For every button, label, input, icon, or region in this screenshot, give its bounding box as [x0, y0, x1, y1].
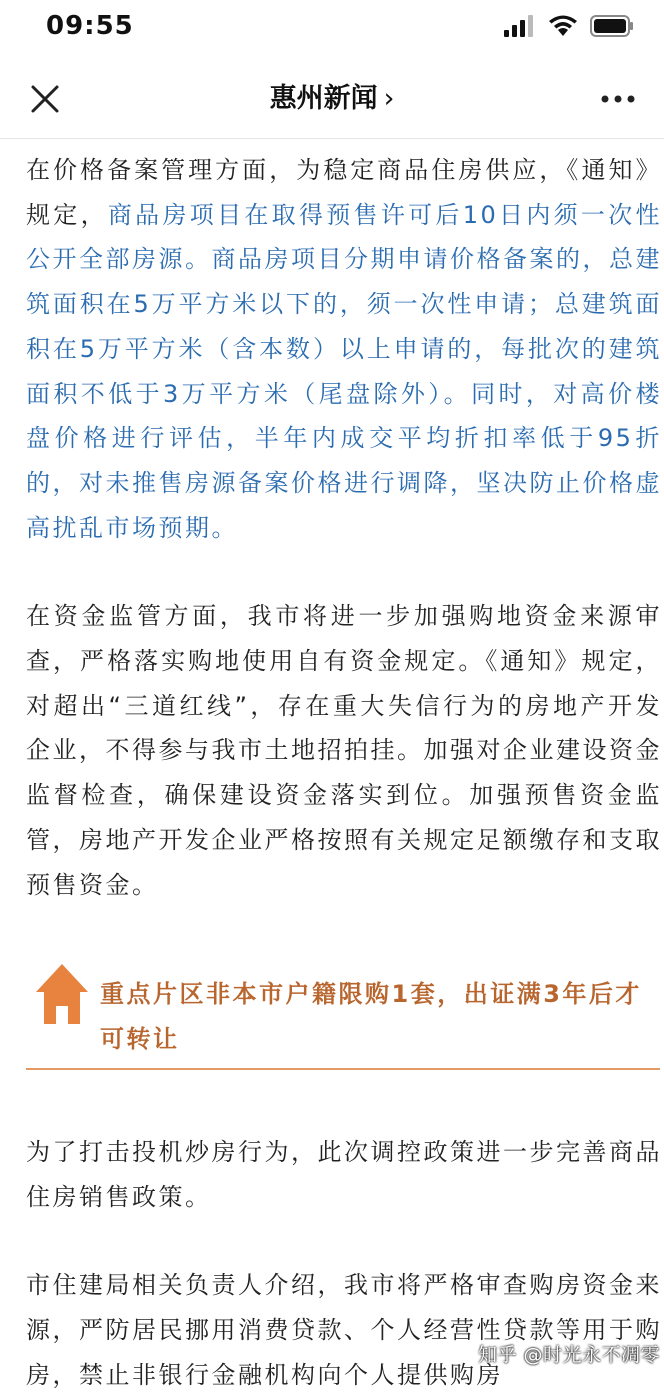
paragraph-anti-speculation: 为了打击投机炒房行为，此次调控政策进一步完善商品住房销售政策。: [26, 1138, 662, 1211]
highlighted-text: 商品房项目在取得预售许可后10日内须一次性公开全部房源。商品房项目分期申请价格备案的，总建筑面积在5万平方米以下的，须一次性申请；总建筑面积在5万平方米（含本数）以上申请的，每批次的建筑面积不低于3万平方米（尾盘除外）。同时，对高价楼盘价格进行评估，半年内成交平均折扣率低于95折的，对未推售房源备案价格进行调降，坚决防止价格虚高扰乱市场预期。: [26, 200, 663, 542]
house-icon: [34, 962, 90, 1026]
nav-bar: [0, 60, 664, 139]
section-header: [26, 962, 660, 1070]
nav-title-wrap: [0, 60, 664, 138]
chevron-right-icon: ›: [383, 83, 395, 114]
paragraph-text: 在价格备案管理方面，为稳定商品住房供应，《通知》规定，: [26, 156, 662, 229]
watermark: 知乎 @时光永不凋零: [478, 1344, 661, 1366]
wifi-icon: [548, 15, 578, 37]
paragraph-price-filing: [26, 148, 662, 550]
status-bar: [0, 0, 664, 52]
status-time: 09:55: [46, 11, 134, 41]
account-link[interactable]: [270, 83, 395, 114]
battery-icon: [590, 15, 634, 37]
article-body: [26, 148, 662, 907]
paragraph-fund-supervision: 在资金监管方面，我市将进一步加强购地资金来源审查，严格落实购地使用自有资金规定。《通知》规定，对超出“三道红线”，存在重大失信行为的房地产开发企业，不得参与我市土地招拍挂。加强对企业建设资金监督检查，确保建设资金落实到位。加强预售资金监管，房地产开发企业严格按照有关规定足额缴存和支取预售资金。: [26, 602, 662, 899]
more-dots-icon[interactable]: [600, 86, 636, 112]
signal-icon: [504, 15, 536, 37]
close-icon[interactable]: [28, 82, 62, 116]
section-title: 重点片区非本市户籍限购1套，出证满3年后才可转让: [100, 980, 642, 1053]
status-icons: [504, 15, 634, 37]
paragraph-fund-source: 市住建局相关负责人介绍，我市将严格审查购房资金来源，严防居民挪用消费贷款、个人经营性贷款等用于购房，禁止非银行金融机构向个人提供购房: [26, 1271, 662, 1389]
account-name: 惠州新闻: [269, 83, 378, 114]
